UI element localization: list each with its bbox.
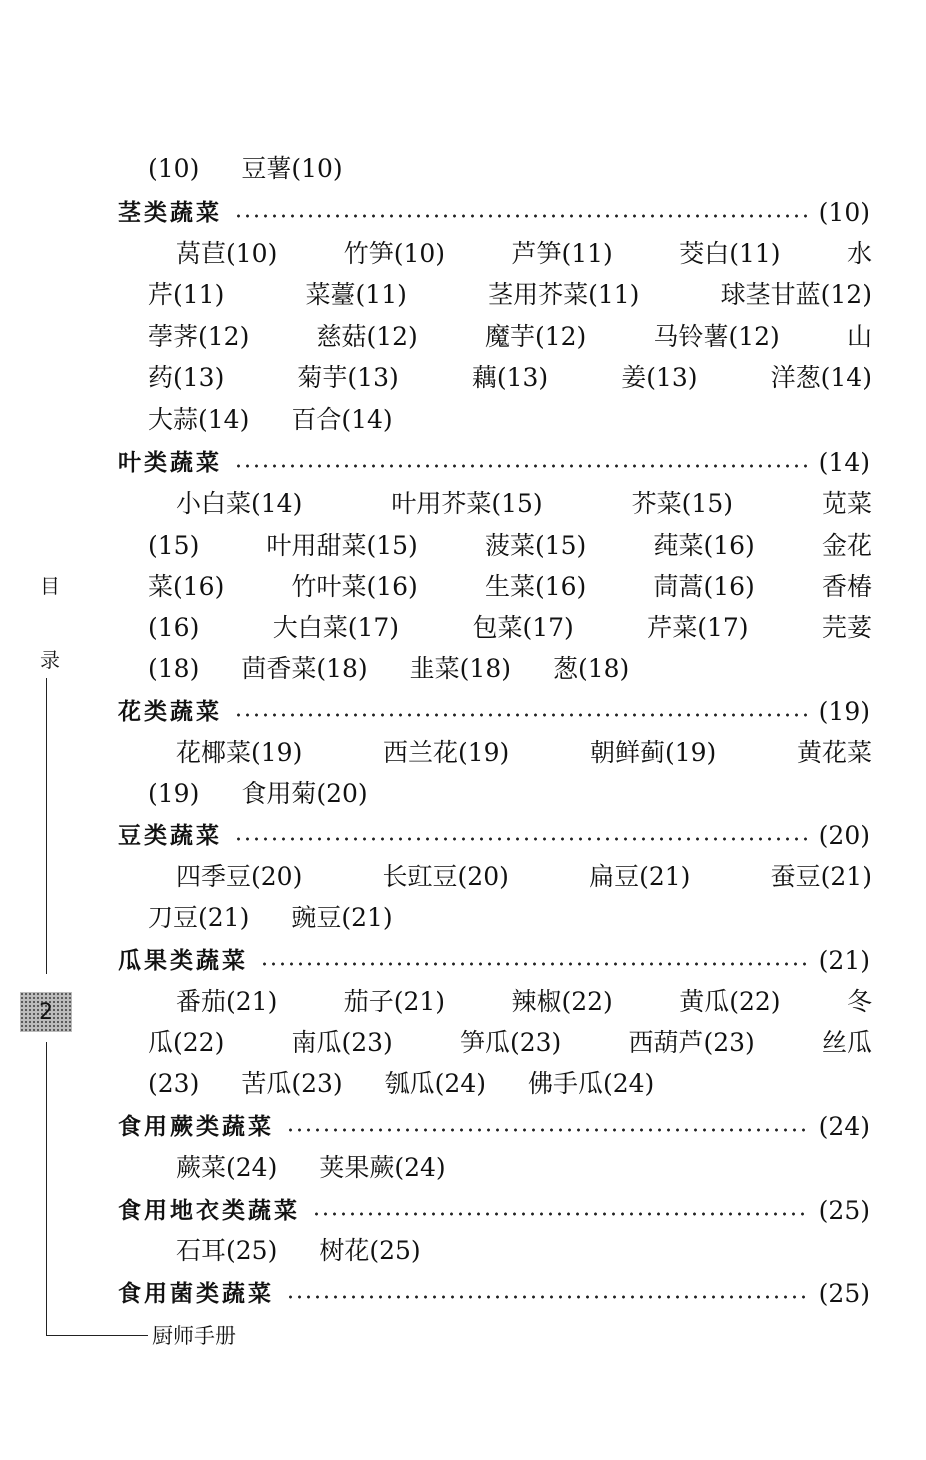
toc-entry: 球茎甘蓝(12)	[720, 280, 872, 309]
toc-entry: 魔芋(12)	[484, 322, 587, 351]
book-title-footer: 厨师手册	[152, 1324, 236, 1348]
category-page: (19)	[818, 697, 870, 726]
toc-entry: 菠菜(15)	[484, 531, 587, 560]
category-title: 食用蕨类蔬菜	[118, 1113, 274, 1140]
toc-entry: 竹叶菜(16)	[291, 572, 418, 601]
toc-entry: 长豇豆(20)	[382, 862, 509, 891]
toc-entry: 佛手瓜(24)	[527, 1069, 655, 1098]
leader-dots	[286, 1128, 807, 1132]
toc-entry: 莼菜(16)	[653, 531, 755, 560]
toc-entry-line	[176, 985, 872, 1019]
toc-entry-line	[148, 901, 872, 935]
page-number-box	[20, 992, 72, 1032]
toc-entry: 荚果蕨(24)	[319, 1153, 446, 1182]
toc-entry: 黄瓜(22)	[679, 987, 781, 1016]
leader-dots	[234, 464, 807, 468]
category-heading-stem	[118, 196, 870, 230]
leader-dots	[234, 837, 807, 841]
toc-entry: (10)	[148, 154, 200, 183]
category-page: (14)	[818, 448, 870, 477]
toc-entry: 金花	[821, 531, 872, 560]
toc-entry-line	[148, 1067, 872, 1101]
toc-entry: 香椿	[821, 572, 872, 601]
toc-entry: 百合(14)	[291, 405, 393, 434]
toc-entry-line	[148, 320, 872, 354]
toc-entry: 苋菜	[821, 489, 872, 518]
toc-entry: 刀豆(21)	[148, 903, 250, 932]
toc-entry: 慈菇(12)	[316, 322, 418, 351]
toc-entry-line	[176, 1151, 872, 1185]
category-page: (20)	[818, 821, 870, 850]
toc-entry: 茎用芥菜(11)	[488, 280, 640, 309]
toc-entry: 石耳(25)	[176, 1236, 278, 1265]
footer-rule	[46, 1335, 148, 1336]
category-heading-fungus	[118, 1277, 870, 1311]
toc-entry: 韭菜(18)	[409, 654, 511, 683]
toc-entry: 叶用芥菜(15)	[391, 489, 543, 518]
category-heading-melon	[118, 944, 870, 978]
category-title: 豆类蔬菜	[118, 822, 222, 849]
toc-entry: 洋葱(14)	[770, 363, 872, 392]
toc-entry: 苦瓜(23)	[241, 1069, 343, 1098]
page-number: 2	[39, 999, 53, 1025]
toc-entry: 蕨菜(24)	[176, 1153, 278, 1182]
toc-entry: 豆薯(10)	[241, 154, 343, 183]
toc-entry: 葱(18)	[552, 654, 630, 683]
category-title: 叶类蔬菜	[118, 449, 222, 476]
toc-entry-line	[148, 403, 872, 437]
toc-entry: (18)	[148, 654, 200, 683]
category-title: 瓜果类蔬菜	[118, 947, 248, 974]
toc-entry: 叶用甜菜(15)	[266, 531, 418, 560]
toc-entry: 茼蒿(16)	[653, 572, 755, 601]
toc-entry: 芫荽	[821, 613, 872, 642]
toc-entry: 藕(13)	[471, 363, 549, 392]
toc-entry: 菜薹(11)	[305, 280, 407, 309]
toc-entry: 生菜(16)	[484, 572, 587, 601]
category-heading-bean	[118, 819, 870, 853]
toc-entry: 小白菜(14)	[176, 489, 303, 518]
toc-entry: 马铃薯(12)	[653, 322, 780, 351]
leader-dots	[312, 1212, 807, 1216]
toc-entry: 丝瓜	[821, 1028, 872, 1057]
toc-entry: 药(13)	[148, 363, 225, 392]
toc-entry-line	[148, 278, 872, 312]
toc-entry-line	[148, 152, 872, 186]
toc-entry: (15)	[148, 531, 200, 560]
toc-entry-line	[176, 860, 872, 894]
leader-dots	[286, 1295, 807, 1299]
toc-entry: 笋瓜(23)	[459, 1028, 562, 1057]
toc-entry: 茄子(21)	[343, 987, 446, 1016]
toc-entry: 花椰菜(19)	[176, 738, 303, 767]
category-title: 食用菌类蔬菜	[118, 1280, 274, 1307]
toc-entry-line	[148, 1026, 872, 1060]
category-page: (25)	[818, 1279, 870, 1308]
toc-entry: (19)	[148, 779, 200, 808]
category-page: (24)	[818, 1112, 870, 1141]
toc-entry-line	[148, 361, 872, 395]
toc-entry: 豌豆(21)	[291, 903, 393, 932]
toc-entry: 西葫芦(23)	[628, 1028, 755, 1057]
toc-entry: 四季豆(20)	[176, 862, 303, 891]
toc-entry: 竹笋(10)	[343, 239, 446, 268]
toc-entry: (23)	[148, 1069, 200, 1098]
toc-entry: 茭白(11)	[679, 239, 781, 268]
toc-entry: 大蒜(14)	[148, 405, 250, 434]
category-title: 食用地衣类蔬菜	[118, 1197, 300, 1224]
toc-entry: 黄花菜	[796, 738, 872, 767]
toc-entry: 菜(16)	[148, 572, 225, 601]
category-heading-fern	[118, 1110, 870, 1144]
leader-dots	[234, 713, 807, 717]
toc-entry-line	[148, 529, 872, 563]
toc-entry: 西兰花(19)	[382, 738, 510, 767]
toc-entry: 瓜(22)	[148, 1028, 225, 1057]
toc-entry-line	[176, 736, 872, 770]
side-label-mu: 目	[40, 574, 60, 598]
toc-entry: 芦笋(11)	[511, 239, 613, 268]
leader-dots	[260, 962, 807, 966]
toc-entry-line	[176, 1234, 872, 1268]
toc-entry: 茴香菜(18)	[241, 654, 368, 683]
category-page: (25)	[818, 1196, 870, 1225]
toc-entry: 包菜(17)	[472, 613, 574, 642]
toc-entry: 大白菜(17)	[272, 613, 400, 642]
toc-entry: 树花(25)	[319, 1236, 421, 1265]
toc-entry: 莴苣(10)	[176, 239, 278, 268]
side-label-lu: 录	[40, 648, 60, 672]
leader-dots	[234, 214, 807, 218]
side-rule-upper	[46, 678, 47, 974]
toc-entry: 蚕豆(21)	[770, 862, 872, 891]
toc-entry: 荸荠(12)	[148, 322, 250, 351]
toc-entry: 瓠瓜(24)	[384, 1069, 486, 1098]
category-page: (21)	[818, 946, 870, 975]
category-heading-lichen	[118, 1194, 870, 1228]
toc-entry-line	[176, 237, 872, 271]
toc-entry: 水	[846, 239, 872, 268]
toc-entry: 芥菜(15)	[631, 489, 733, 518]
category-heading-leaf	[118, 446, 870, 480]
category-page: (10)	[818, 198, 870, 227]
toc-entry: 食用菊(20)	[241, 779, 368, 808]
toc-entry: 番茄(21)	[176, 987, 278, 1016]
toc-entry: 扁豆(21)	[589, 862, 691, 891]
toc-entry-line	[148, 611, 872, 645]
toc-entry: 菊芋(13)	[297, 363, 399, 392]
toc-entry: 姜(13)	[621, 363, 698, 392]
toc-entry: 辣椒(22)	[511, 987, 613, 1016]
toc-entry: 冬	[846, 987, 872, 1016]
category-title: 茎类蔬菜	[118, 199, 222, 226]
category-heading-flower	[118, 695, 870, 729]
toc-entry-line	[148, 777, 872, 811]
toc-entry: 南瓜(23)	[291, 1028, 393, 1057]
toc-entry-line	[176, 487, 872, 521]
toc-entry: (16)	[148, 613, 200, 642]
toc-entry-line	[148, 652, 872, 686]
toc-entry: 芹菜(17)	[647, 613, 749, 642]
category-title: 花类蔬菜	[118, 698, 222, 725]
side-rule-lower	[46, 1042, 47, 1336]
toc-entry: 朝鲜蓟(19)	[589, 738, 717, 767]
toc-entry-line	[148, 570, 872, 604]
toc-entry: 山	[846, 322, 872, 351]
toc-entry: 芹(11)	[148, 280, 225, 309]
